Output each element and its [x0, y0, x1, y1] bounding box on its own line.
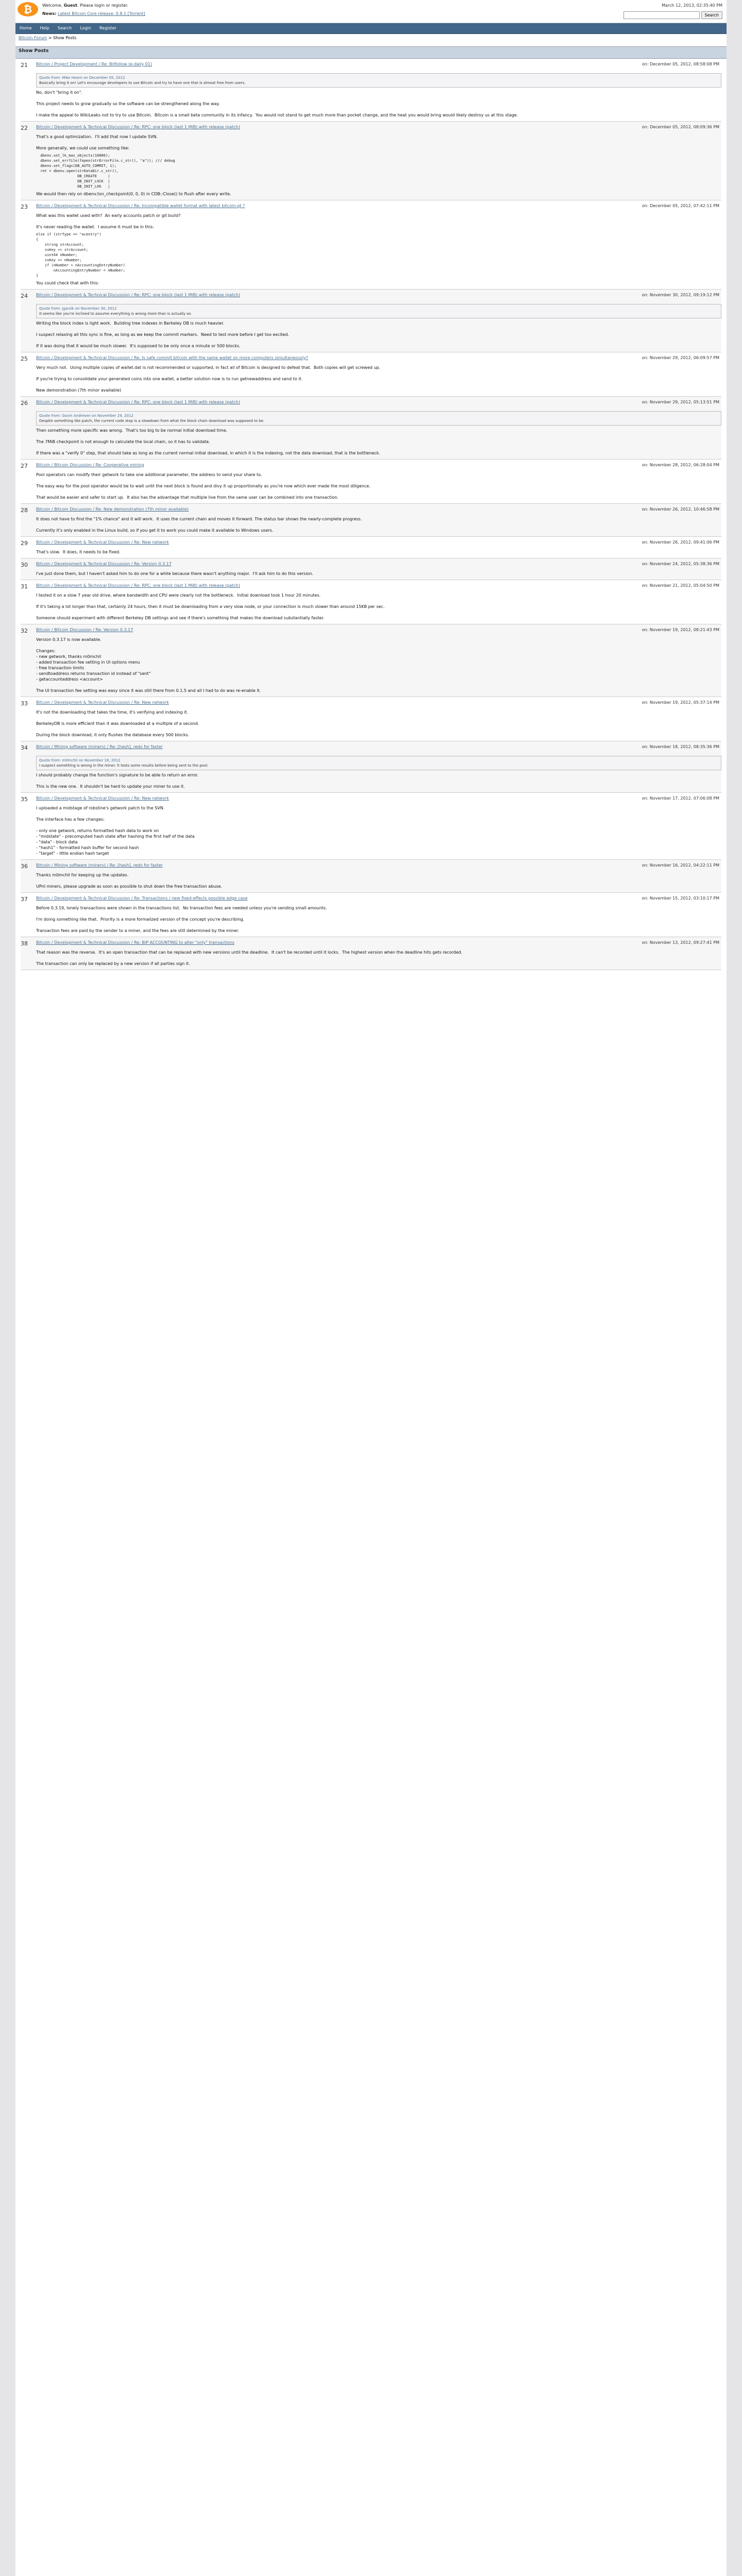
post-number: 36: [21, 863, 28, 870]
page: [15, 0, 727, 2576]
post-board: [36, 896, 247, 901]
post-board: [36, 562, 172, 566]
news-line: [42, 11, 145, 16]
post-body: I should probably change the function's signature to be able to return an error. This is the new one. It shouldn't be hard to update your miner to use it.: [36, 773, 199, 789]
post-board-link[interactable]: Bitcoin / Development & Technical Discussion / Re: Version 0.3.17: [36, 562, 172, 566]
post-date: on: November 28, 2012, 06:28:04 PM: [642, 463, 719, 467]
post-header: [21, 539, 721, 549]
post-header: [21, 795, 721, 805]
post-board-link[interactable]: Bitcoin / Mining software (miners) / Re: [hash], redo for faster: [36, 744, 163, 749]
post-header: [21, 399, 721, 409]
post-item: [21, 558, 721, 580]
post-board: [36, 62, 152, 66]
post-number: 35: [21, 796, 28, 803]
post-item: [21, 537, 721, 558]
menu-item-login[interactable]: Login: [80, 26, 91, 30]
post-number: 38: [21, 940, 28, 947]
quote-text: Basically bring it on! Let's encourage developers to use Bitcoin and try to have one that is almost free from users.: [39, 81, 246, 85]
post-board-link[interactable]: Bitcoin / Development & Technical Discussion / Re: New network: [36, 796, 169, 801]
quote-text: Despite something like patch, the current code stop is a slowdown from what the block chain download was supposed to be.: [39, 419, 265, 423]
post-header: [21, 862, 721, 872]
breadcrumb: [15, 34, 727, 46]
post-item: [21, 290, 721, 352]
quote-header[interactable]: Quote from: Mike Hearn on December 05, 2012: [39, 76, 125, 80]
post-item: [21, 937, 721, 970]
post-number: 34: [21, 744, 28, 751]
post-body: Then something more specific was wrong. That's too big to be normal initial download time. The 7MiB checkpoint is not enough to calculate the local chain, so it has to validate. If there was a "verify 0" step, that should take as long as the current normal initial download, in which it is the indexing, not the data download, that is the bottleneck.: [36, 428, 380, 455]
post-number: 21: [21, 62, 28, 69]
breadcrumb-current: Show Posts: [53, 36, 77, 40]
post-item: [21, 352, 721, 397]
post-item: [21, 697, 721, 741]
post-header: [21, 61, 721, 71]
post-header: [21, 292, 721, 302]
post-quote: [36, 411, 721, 426]
post-body: I uploaded a midstage of robstine's getwork patch to the SVN. The interface has a few changes: - only one getwork, returns formatted hash data to work on - "midstate" - precomputed hash state after hashing the first half of the data - "data" - block data - "hash1" - formatted hash buffer for second hash - "target" - little endian hash target: [36, 806, 195, 856]
post-item: [21, 893, 721, 937]
post-number: 29: [21, 540, 28, 547]
search-form: [623, 11, 722, 19]
post-item: [21, 793, 721, 860]
quote-header[interactable]: Quote from: Gavin Andresen on November 29, 2012: [39, 414, 133, 418]
post-header: [21, 462, 721, 472]
top-header: [15, 0, 727, 23]
post-body: I tested it on a slow 7 year old drive, where bandwidth and CPU were clearly not the bottleneck. Initial download took 1 hour 20 minutes. If it's taking a lot longer than that, certainly 24 hours, then it must be downloading from a very slow node, or your connection is much slower than around 15KB per sec. Someone should experiment with different Berkeley DB settings and see if there's something that makes the download substantially faster.: [36, 593, 385, 620]
post-date: on: November 19, 2012, 05:37:14 PM: [642, 700, 719, 705]
post-body: It's not the downloading that takes the time, it's verifying and indexing it. BerkeleyDB is more efficient than it was downloaded at a multiple of a second. During the block download, it only flushes the database every 500 blocks.: [36, 710, 199, 737]
post-body: That reason was the reverse. It's an open transaction that can be replaced with new versions until the deadline. It can't be recorded until it locks. The highest version when the deadline hits gets recorded. The transaction can only be replaced by a new version if all parties sign it.: [36, 950, 463, 966]
post-item: [21, 460, 721, 504]
post-date: on: November 29, 2012, 06:09:57 PM: [642, 355, 719, 360]
post-header: [21, 743, 721, 754]
post-board: [36, 293, 240, 297]
post-number: 22: [21, 125, 28, 131]
post-date: on: November 26, 2012, 09:41:06 PM: [642, 540, 719, 545]
post-board: [36, 540, 169, 545]
post-date: on: November 15, 2012, 03:10:17 PM: [642, 896, 719, 901]
welcome-prefix: Welcome,: [42, 3, 64, 8]
quote-text: It seems like you're inclined to assume everything is wrong more than is actually so.: [39, 312, 192, 316]
post-number: 31: [21, 583, 28, 590]
post-date: on: November 17, 2012, 07:06:08 PM: [642, 796, 719, 801]
post-body: Very much not. Using multiple copies of wallet.dat is not recommended or supported, in fact all of Bitcoin is designed to defeat that. Both copies will get screwed up. If you're trying to consolidate your generated coins into one wallet, a better solution now is to run getnewaddress and send to it. New demonstration (7th minor available): [36, 365, 381, 393]
post-date: on: November 29, 2012, 05:13:51 PM: [642, 400, 719, 404]
post-item: [21, 200, 721, 290]
post-board: [36, 355, 308, 360]
post-header: [21, 582, 721, 592]
post-board-link[interactable]: Bitcoin / Development & Technical Discussion / Re: Incompatible wallet format with latest bitcoin-qt ?: [36, 204, 245, 208]
post-date: on: November 19, 2012, 08:21:43 PM: [642, 628, 719, 632]
post-header: [21, 506, 721, 516]
breadcrumb-separator: >: [47, 36, 54, 40]
post-item: [21, 504, 721, 537]
post-date: on: December 05, 2012, 07:42:11 PM: [642, 204, 719, 208]
posts-list: [15, 59, 727, 970]
page-title: Show Posts: [15, 46, 727, 59]
post-header: [21, 354, 721, 365]
post-board-link[interactable]: Bitcoin / Mining software (miners) / Re: [hash], redo for faster: [36, 863, 163, 868]
welcome-text: [42, 3, 128, 8]
menu-item-register[interactable]: Register: [99, 26, 116, 30]
post-item: [21, 122, 721, 200]
post-board-link[interactable]: Bitcoin / Bitcoin Discussion / Re: New demonstration (7th minor available): [36, 507, 189, 512]
post-code: else if (strType == "acentry") { string strAccount; ssKey >> strAccount; uint64 nNumber; ssKey >> nNumber; if (nNumber > nAccountingEntryNumber) nAccountingEntryNumber = nNumber; }: [36, 232, 125, 278]
post-quote: [36, 73, 721, 88]
quote-text: I suspect something is wrong in the miner. It tests some results before being sent to the pool.: [39, 764, 209, 768]
post-quote: [36, 756, 721, 770]
post-date: on: November 18, 2012, 08:35:36 PM: [642, 744, 719, 749]
post-board: [36, 204, 245, 208]
post-board: [36, 628, 133, 632]
post-number: 37: [21, 896, 28, 903]
post-board-link[interactable]: Bitcoin / Development & Technical Discussion / Re: Transactions / new fixed-effects possible edge case: [36, 896, 248, 901]
post-body: That's slow. It does, it needs to be fixed.: [36, 550, 121, 554]
welcome-suffix: . Please login or register.: [77, 3, 128, 8]
post-number: 26: [21, 400, 28, 406]
breadcrumb-forum-link[interactable]: Bitcoin Forum: [19, 36, 47, 40]
post-board-link[interactable]: Bitcoin / Development & Technical Discussion / Re: New network: [36, 540, 169, 545]
post-date: on: November 26, 2012, 10:46:58 PM: [642, 507, 719, 512]
post-board: [36, 744, 163, 749]
post-board: [36, 940, 234, 945]
post-date: on: November 30, 2012, 09:19:12 PM: [642, 293, 719, 297]
post-header: [21, 202, 721, 213]
post-board-link[interactable]: Bitcoin / Development & Technical Discussion / Re: Is safe commit bitcoin with the same wallet on more computers simultaneously?: [36, 355, 309, 360]
post-board: [36, 863, 163, 868]
post-number: 28: [21, 507, 28, 514]
post-board: [36, 796, 169, 801]
post-body-continued: You could check that with this:: [36, 281, 99, 285]
menu-item-search[interactable]: Search: [57, 26, 72, 30]
post-board: [36, 700, 169, 705]
post-body: That's a good optimization. I'll add that now I update SVN. More generally, we could use something like:: [36, 134, 158, 150]
news-label: News:: [42, 11, 57, 16]
post-number: 25: [21, 355, 28, 362]
post-number: 33: [21, 700, 28, 707]
post-board: [36, 400, 240, 404]
search-button[interactable]: Search: [701, 11, 722, 19]
current-date: March 12, 2013, 02:35:40 PM: [662, 3, 722, 8]
post-board-link[interactable]: Bitcoin / Development & Technical Discussion / Re: BIP ACCOUNTING to alter "only" transactions: [36, 940, 234, 945]
post-body: I've just done them, but I haven't asked him to do one for a while because there wasn't anything major. I'll ask him to do this version.: [36, 571, 313, 576]
post-board: [36, 463, 144, 467]
post-body: Version 0.3.17 is now available. Changes: - new getwork, thanks m0mchil - added transaction fee setting in UI options menu - free transaction limits - sendtoaddress returns transaction id instead of "sent" - getaccountaddress <account> The UI transaction fee setting was easy since it was still there from 0.1.5 and all I had to do was re-enable it.: [36, 637, 261, 693]
menu-item-help[interactable]: Help: [40, 26, 49, 30]
post-body: Writing the block index is light work. Building tree indexes in Berkeley DB is much heavier. I suspect relaxing all this sync is fine, as long as we keep the commit markers. Need to test more before I get too excited. If it was doing that it would be much slower. It's supposed to be only once a minute or 500 blocks.: [36, 321, 290, 348]
post-board: [36, 507, 189, 512]
post-number: 23: [21, 204, 28, 210]
welcome-user: Guest: [63, 3, 77, 8]
post-number: 24: [21, 293, 28, 299]
post-body: No, don't "bring it on". This project needs to grow gradually so the software can be strengthened along the way. I make the appeal to WikiLeaks not to try to use Bitcoin. Bitcoin is a small beta community in its infancy. You would not stand to get much more than pocket change, and the heat you would bring would likely destroy us at this stage.: [36, 90, 518, 117]
post-quote: [36, 304, 721, 318]
search-input[interactable]: [623, 11, 700, 19]
post-header: [21, 561, 721, 571]
post-header: [21, 939, 721, 950]
post-body: What was this wallet used with? An early accounts patch or git build? It's never reading the wallet. I assume it must be in this:: [36, 213, 181, 229]
post-board-link[interactable]: Bitcoin / Development & Technical Discussion / Re: RPC: one block (last 1 MiB) with release (patch): [36, 583, 240, 588]
post-board-link[interactable]: Bitcoin / Bitcoin Discussion / Re: Cooperative mining: [36, 463, 144, 467]
post-date: on: December 05, 2012, 08:09:36 PM: [642, 125, 719, 129]
quote-header[interactable]: Quote from: jgarzik on November 30, 2012: [39, 307, 117, 311]
post-body: Thanks m0mchil for keeping up the updates. UPnI miners, please upgrade as soon as possible to shut down the free transaction abuse.: [36, 873, 222, 889]
post-body: Pool operators can modify their getwork to take one additional parameter, the address to send your share to. The easy way for the pool operator would be to wait until the next block is found and divy it up proportionally as you're now which ever made the most diligence. That would be easier and safer to start up. It also has the advantage that multiple live from the same user can be combined into one transaction.: [36, 472, 370, 500]
post-board-link[interactable]: Bitcoin / Development & Technical Discussion / Re: New network: [36, 700, 169, 705]
post-number: 30: [21, 562, 28, 568]
post-item: [21, 580, 721, 624]
post-header: [21, 626, 721, 637]
post-header: [21, 895, 721, 905]
post-number: 27: [21, 463, 28, 469]
post-date: on: November 21, 2012, 05:04:50 PM: [642, 583, 719, 588]
post-item: [21, 860, 721, 893]
news-link[interactable]: Latest Bitcoin Core release: 0.8.1 [Torrent]: [58, 11, 145, 16]
post-code: dbenv.set_lk_max_objects(10000); dbenv.set_errfile(fopen(strErrorFile.c_str(), "a")); /// debug dbenv.set_flags(DB_AUTO_COMMIT, 1); ret = dbenv.open(strDataDir.c_str(), DB_CREATE | DB_INIT_LOCK | DB_INIT_LOG |: [40, 154, 175, 189]
post-body: Before 0.3.19, lonely transactions were shown in the transactions list. No transaction fees are needed unless you're sending small amounts. I'm doing something like that. Priority is a more formalized version of the concept you're describing. Transaction fees are paid by the sender to a miner, and the fees are still determined by the miner.: [36, 906, 327, 933]
post-header: [21, 699, 721, 709]
post-board: [36, 125, 240, 129]
post-header: [21, 124, 721, 134]
quote-header[interactable]: Quote from: m0mchil on November 18, 2012: [39, 758, 121, 762]
post-board-link[interactable]: Bitcoin / Development & Technical Discussion / Re: RPC: one block (last 1 MiB) with release (patch): [36, 125, 240, 129]
menu-item-home[interactable]: Home: [20, 26, 32, 30]
bitcoin-logo-icon[interactable]: ₿: [18, 2, 38, 16]
post-date: on: December 05, 2012, 08:58:08 PM: [642, 62, 719, 66]
post-board: [36, 583, 240, 588]
post-board-link[interactable]: Bitcoin / Development & Technical Discussion / Re: RPC: one block (last 1 MiB) with release (patch): [36, 293, 240, 297]
post-board-link[interactable]: Bitcoin / Bitcoin Discussion / Re: Version 0.3.17: [36, 628, 133, 632]
post-item: [21, 397, 721, 460]
main-menu: [15, 23, 727, 34]
post-board-link[interactable]: Bitcoin / Development & Technical Discussion / Re: RPC: one block (last 1 MiB) with release (patch): [36, 400, 240, 404]
post-number: 32: [21, 628, 28, 634]
post-item: [21, 624, 721, 697]
post-item: [21, 59, 721, 122]
post-item: [21, 741, 721, 793]
post-board-link[interactable]: Bitcoin / Project Development / Re: Bitfollow (e-daily 01): [36, 62, 153, 66]
post-body-continued: We would then rely on dbenv.txn_checkpoint(0, 0, 0) in CDB::Close() to flush after every write.: [36, 192, 231, 196]
post-date: on: November 16, 2012, 04:22:11 PM: [642, 863, 719, 868]
post-date: on: November 13, 2012, 09:27:41 PM: [642, 940, 719, 945]
post-date: on: November 24, 2012, 05:38:36 PM: [642, 562, 719, 566]
post-body: It does not have to find the "1% chance" and it will work. It uses the current chain and moves it forward. The status bar shows the nearly-complete progress. Currently it's only enabled in the Linux build, so if you get it to work you could make it available to Windows users.: [36, 517, 362, 533]
